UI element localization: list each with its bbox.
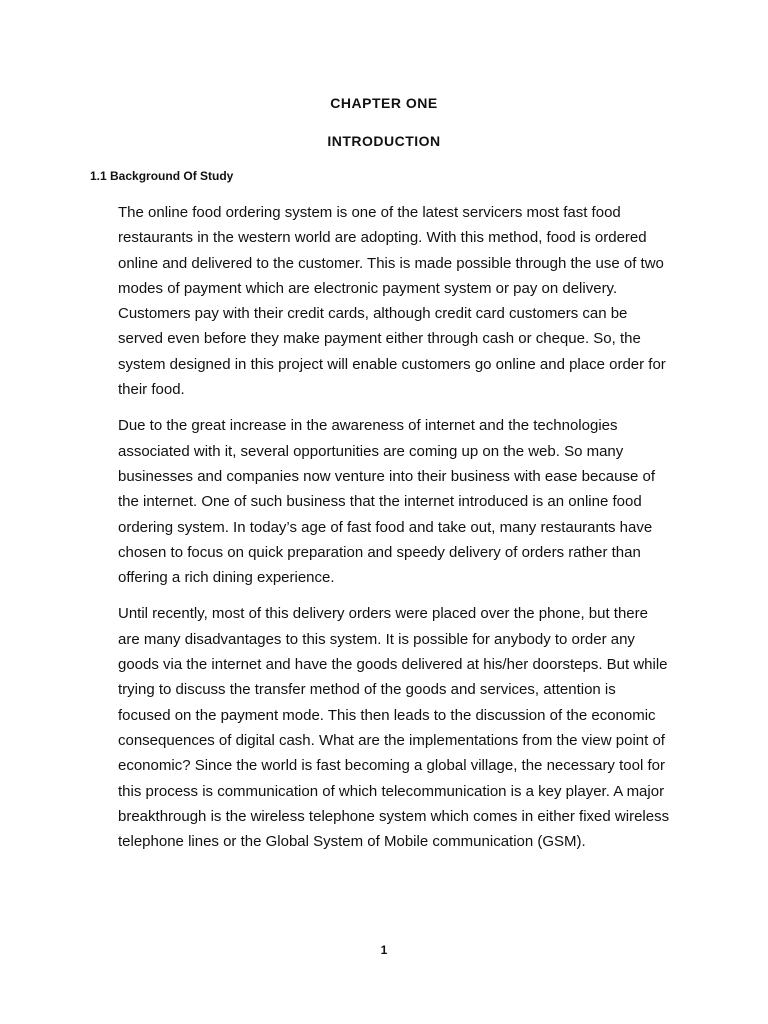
paragraph-1: The online food ordering system is one of the latest servicers most fast food restaurants in the western world are adopting. With this method, food is ordered online and delivered to the customer. This is made possible through the use of two modes of payment which are electronic payment system or pay on delivery. Customers pay with their credit cards, although credit card customers can be served even before they make payment either through cash or cheque. So, the system designed in this project will enable customers go online and place order for their food. (118, 204, 666, 399)
page-number: 1 (380, 943, 388, 957)
paragraph-3: Until recently, most of this delivery orders were placed over the phone, but there are many disadvantages to this system. It is possible for anybody to order any goods via the internet and have the goods delivered at his/her doorsteps. But while trying to discuss the transfer method of the goods and services, attention is focused on the payment mode. This then leads to the discussion of the economic consequences of digital cash. What are the implementations from the view point of economic? Since the world is fast becoming a global village, the necessary tool for this process is communication of which telecommunication is a key player. A major breakthrough is the wireless telephone system which comes in either fixed wireless telephone lines or the Global System of Mobile communication (GSM). (118, 605, 670, 851)
subsection-heading: 1.1 Background Of Study (90, 169, 234, 183)
body-text (118, 200, 670, 865)
chapter-title: CHAPTER ONE (330, 95, 438, 111)
paragraph-2: Due to the great increase in the awareness of internet and the technologies associated with it, several opportunities are coming up on the web. So many businesses and companies now venture into their business with ease because of the internet. One of such business that the internet introduced is an online food ordering system. In today’s age of fast food and take out, many restaurants have chosen to focus on quick preparation and speedy delivery of orders rather than offering a rich dining experience. (118, 417, 655, 587)
section-title: INTRODUCTION (327, 133, 441, 149)
